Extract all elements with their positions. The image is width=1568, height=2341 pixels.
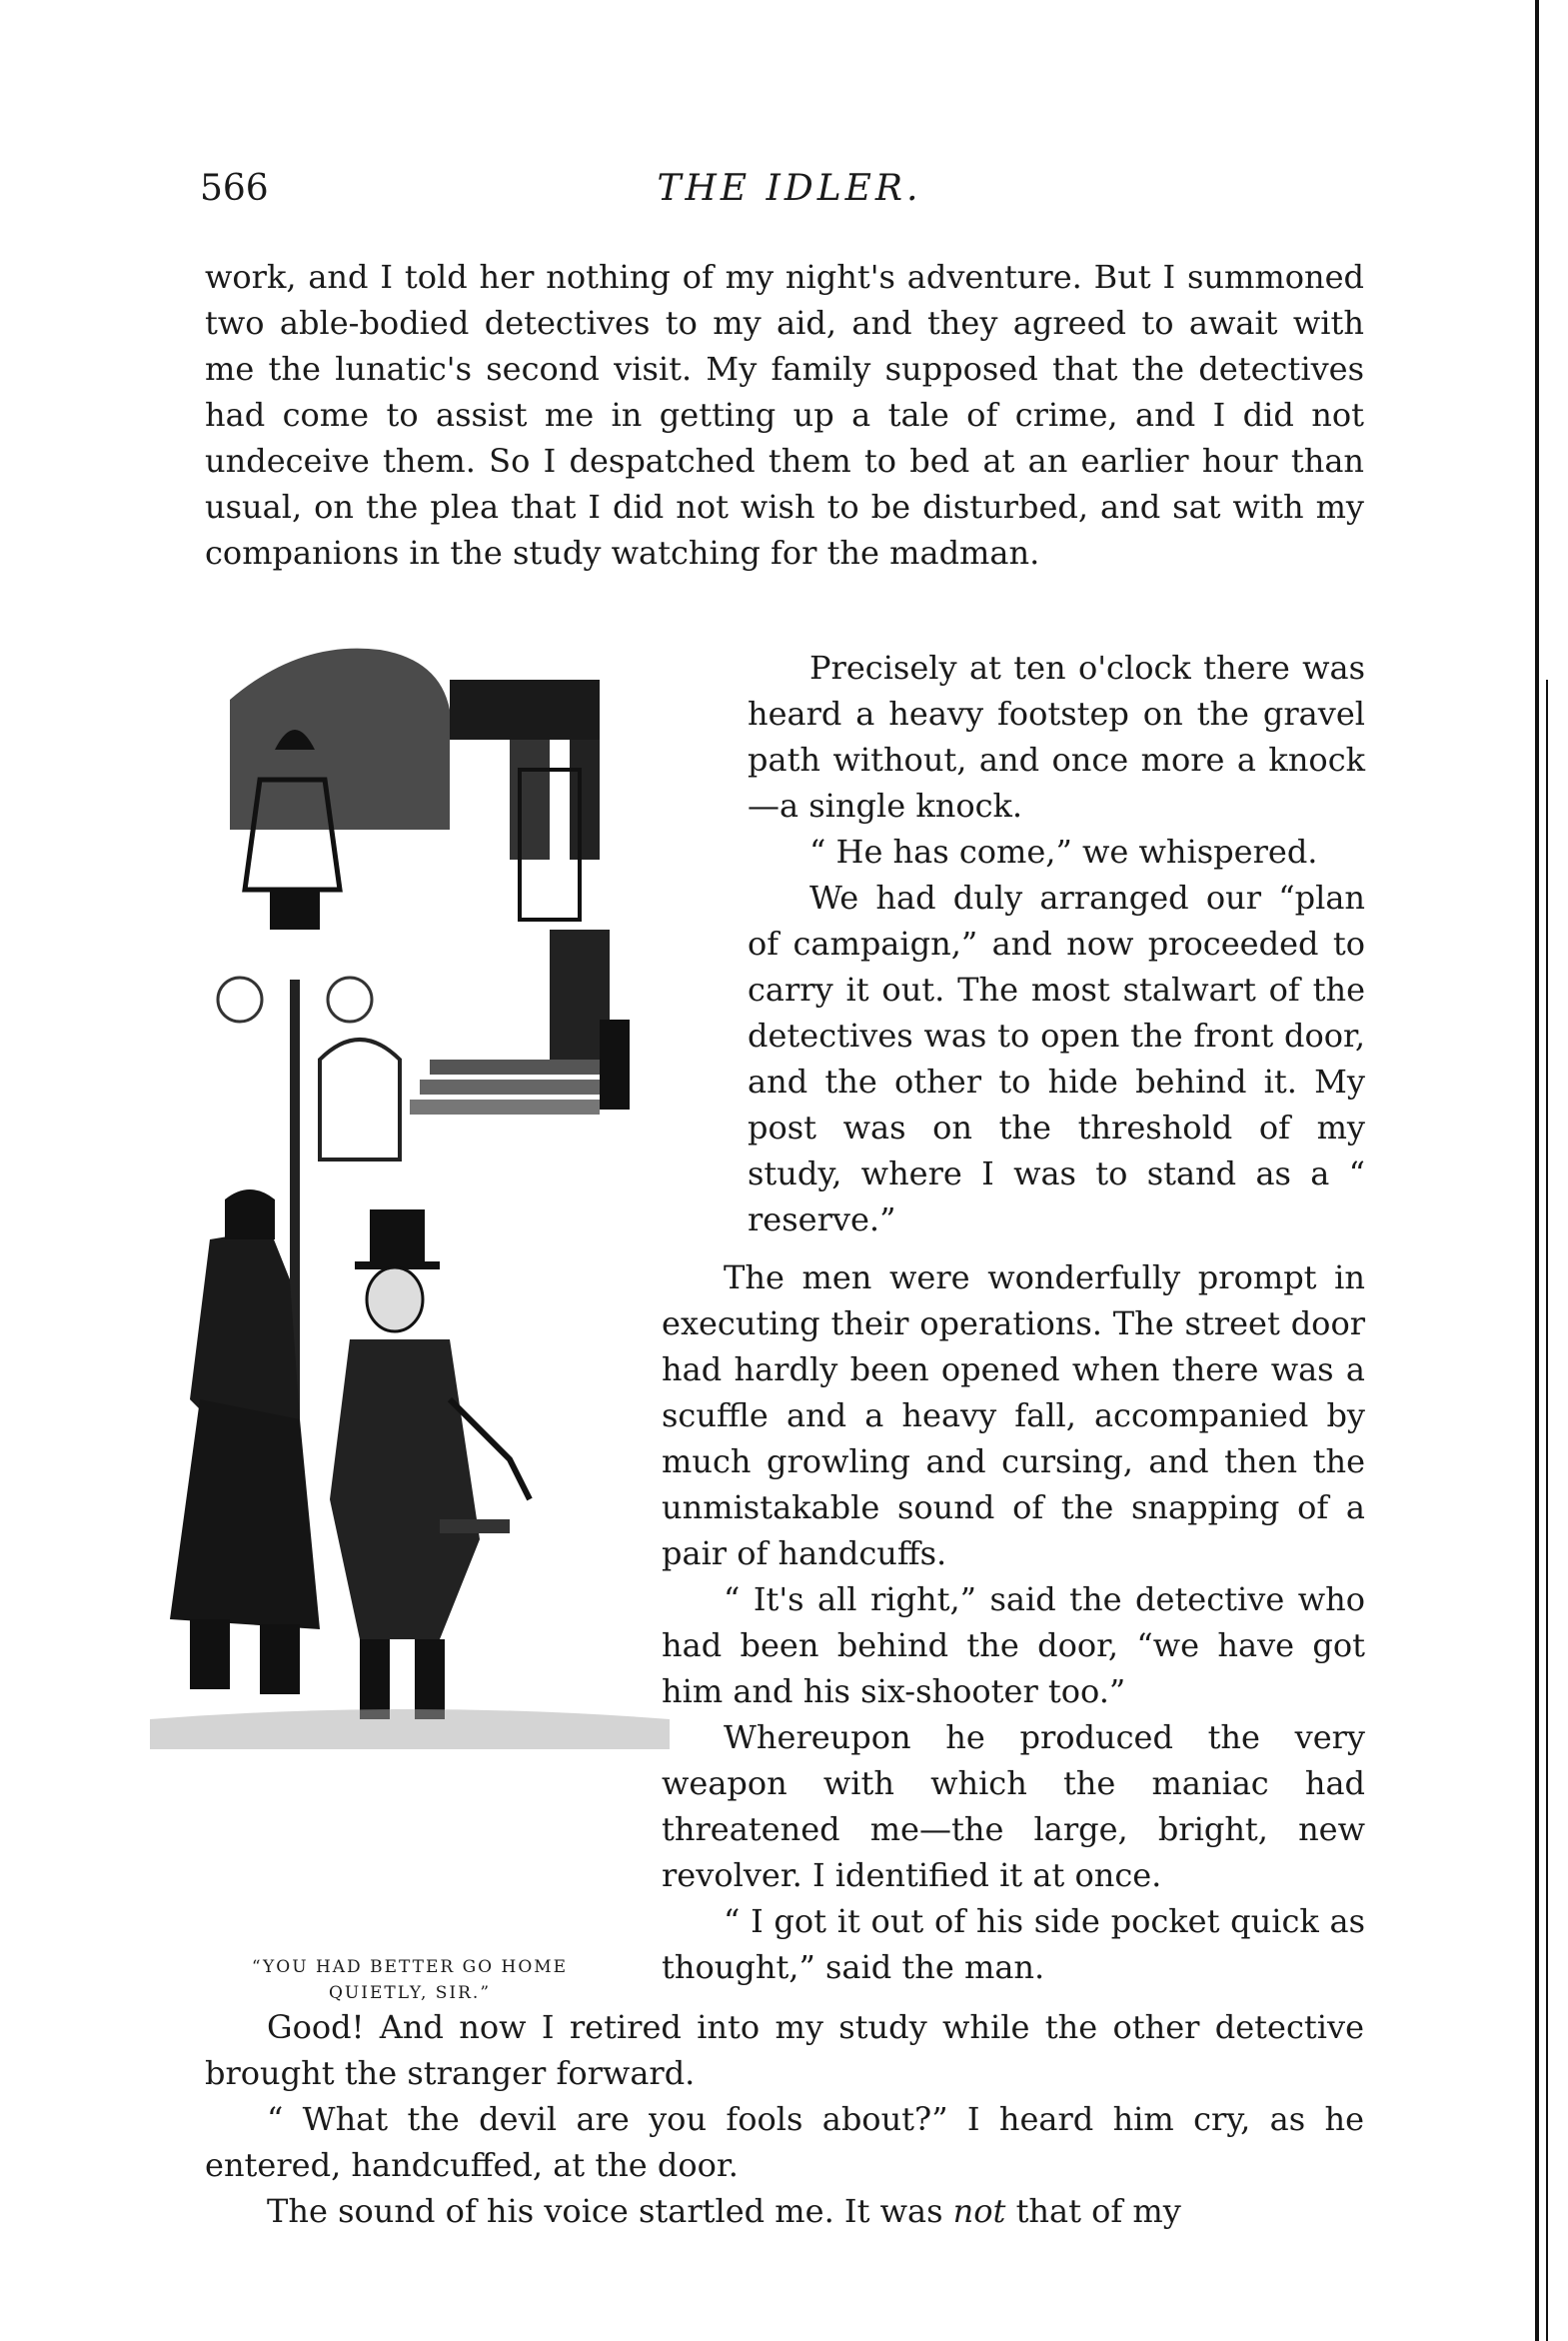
running-title: THE IDLER. xyxy=(657,168,922,209)
paragraph: The men were wonderfully prompt in executing their operations. The street door had hardly been opened when there was a scuffle and a heavy fall, accompanied by much growling and cursing, and then the unmistakable sound of the snapping of a pair of handcuffs. xyxy=(662,1258,1365,1572)
illustration-street-scene xyxy=(150,640,670,1929)
last-line-emphasis: not xyxy=(952,2192,1006,2230)
paragraph: “ What the devil are you fools about?” I heard him cry, as he entered, handcuffed, at the door. xyxy=(205,2100,1364,2184)
bottom-text-block xyxy=(205,2004,1364,2234)
paragraph: “ It's all right,” said the detective who had been behind the door, “we have got him and his six-shooter too.” xyxy=(662,1580,1365,1710)
caption-line-1: “YOU HAD BETTER GO HOME xyxy=(251,1957,569,1977)
right-column-text xyxy=(748,645,1365,1242)
last-line-before: The sound of his voice startled me. It was xyxy=(267,2192,953,2230)
page-header xyxy=(200,168,1379,228)
wide-column-text xyxy=(662,1254,1365,1990)
paragraph: Precisely at ten o'clock there was heard a heavy footstep on the gravel path without, and once more a knock—a single knock. xyxy=(748,649,1365,825)
caption-line-2: QUIETLY, SIR.” xyxy=(328,1983,492,2003)
top-paragraph-block xyxy=(205,254,1364,576)
scan-edge-rule xyxy=(1535,0,1539,2341)
page-number: 566 xyxy=(200,168,269,209)
paragraph: Good! And now I retired into my study while the other detective brought the stranger forward. xyxy=(205,2008,1364,2092)
paragraph: We had duly arranged our “plan of campaign,” and now proceeded to carry it out. The most stalwart of the detectives was to open the front door, and the other to hide behind it. My post was on the threshold of my study, where I was to stand as a “ reserve.” xyxy=(748,879,1365,1238)
last-line xyxy=(205,2188,1364,2234)
paragraph: “ He has come,” we whispered. xyxy=(809,833,1318,871)
scan-edge-rule-secondary xyxy=(1546,680,1548,2341)
paragraph: “ I got it out of his side pocket quick as thought,” said the man. xyxy=(662,1902,1365,1986)
paragraph: Whereupon he produced the very weapon with which the maniac had threatened me—the large, bright, new revolver. I identified it at once. xyxy=(662,1718,1365,1894)
illustration-caption xyxy=(200,1954,620,2006)
last-line-after: that of my xyxy=(1005,2192,1181,2230)
top-paragraph: work, and I told her nothing of my night's adventure. But I summoned two able-bodied detectives to my aid, and they agreed to await with me the lunatic's second visit. My family supposed that the detectives had come to assist me in getting up a tale of crime, and I did not undeceive them. So I despatched them to bed at an earlier hour than usual, on the plea that I did not wish to be disturbed, and sat with my companions in the study watching for the madman. xyxy=(205,258,1364,572)
